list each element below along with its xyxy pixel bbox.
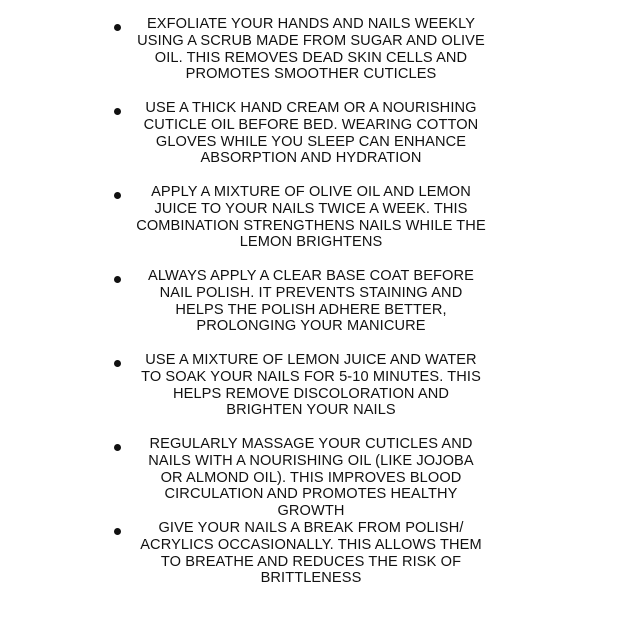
- tip-item: [0, 268, 640, 352]
- bullet-icon: [114, 276, 121, 283]
- tip-text: USE A THICK HAND CREAM OR A NOURISHING CUTICLE OIL BEFORE BED. WEARING COTTON GLOVES WHILE YOU SLEEP CAN ENHANCE ABSORPTION AND HYDRATION: [143, 100, 479, 167]
- tip-text: USE A MIXTURE OF LEMON JUICE AND WATER TO SOAK YOUR NAILS FOR 5-10 MINUTES. THIS HELPS REMOVE DISCOLORATION AND BRIGHTEN YOUR NAILS: [141, 352, 481, 419]
- tip-text: ALWAYS APPLY A CLEAR BASE COAT BEFORE NAIL POLISH. IT PREVENTS STAINING AND HELPS THE POLISH ADHERE BETTER, PROLONGING YOUR MANICURE: [148, 268, 474, 335]
- tip-text: REGULARLY MASSAGE YOUR CUTICLES AND NAILS WITH A NOURISHING OIL (LIKE JOJOBA OR ALMOND OIL). THIS IMPROVES BLOOD CIRCULATION AND PROMOTES HEALTHY GROWTH: [148, 436, 474, 520]
- bullet-icon: [114, 24, 121, 31]
- nail-care-tips-list: [0, 16, 640, 604]
- bullet-icon: [114, 108, 121, 115]
- tip-item: [0, 352, 640, 436]
- tip-item: [0, 16, 640, 100]
- bullet-icon: [114, 528, 121, 535]
- tip-text: EXFOLIATE YOUR HANDS AND NAILS WEEKLY USING A SCRUB MADE FROM SUGAR AND OLIVE OIL. THIS REMOVES DEAD SKIN CELLS AND PROMOTES SMOOTHER CUTICLES: [137, 16, 485, 83]
- bullet-icon: [114, 444, 121, 451]
- tip-item: [0, 184, 640, 268]
- bullet-icon: [114, 360, 121, 367]
- tip-text: APPLY A MIXTURE OF OLIVE OIL AND LEMON JUICE TO YOUR NAILS TWICE A WEEK. THIS COMBINATION STRENGTHENS NAILS WHILE THE LEMON BRIGHTENS: [136, 184, 486, 251]
- tip-item: [0, 436, 640, 520]
- bullet-icon: [114, 192, 121, 199]
- tip-item: [0, 520, 640, 604]
- tip-text: GIVE YOUR NAILS A BREAK FROM POLISH/ ACRYLICS OCCASIONALLY. THIS ALLOWS THEM TO BREATHE AND REDUCES THE RISK OF BRITTLENESS: [140, 520, 482, 587]
- tip-item: [0, 100, 640, 184]
